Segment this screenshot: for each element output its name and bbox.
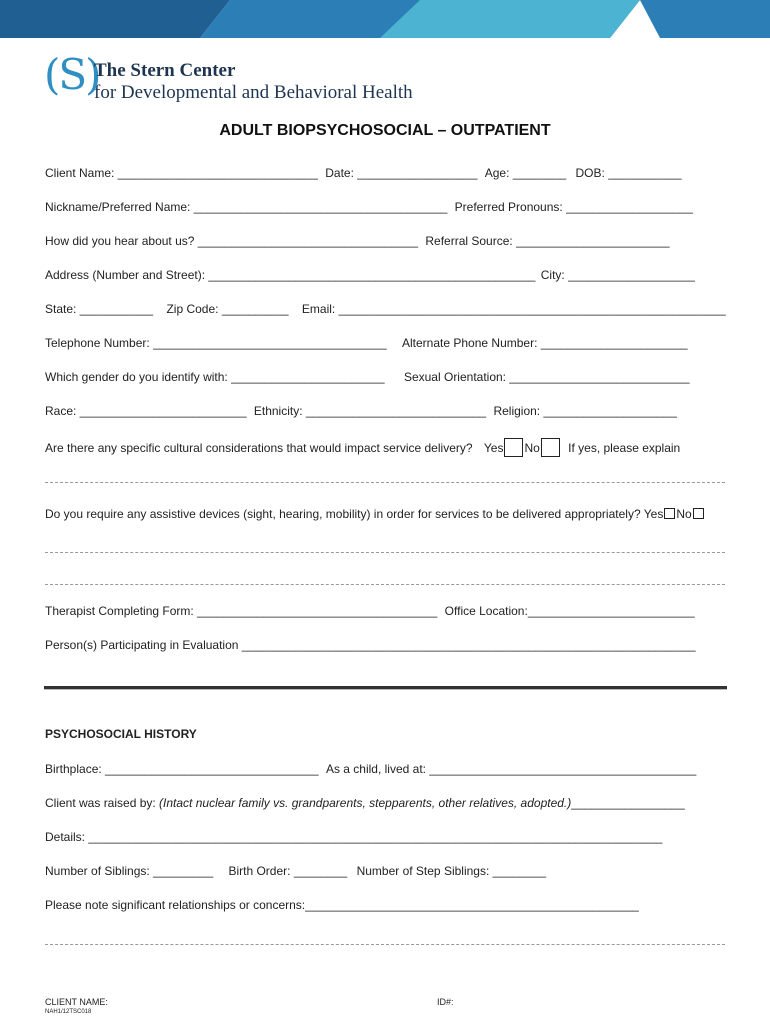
dob-field[interactable]: DOB: ___________	[575, 166, 682, 180]
row-gender	[45, 370, 690, 384]
if-yes-label: If yes, please explain	[568, 441, 681, 455]
row-phone	[45, 336, 688, 350]
row-race	[45, 404, 677, 418]
row-state	[45, 302, 726, 316]
siblings-field[interactable]: Number of Siblings: _________	[45, 864, 214, 878]
cultural-explain-line[interactable]	[45, 482, 725, 483]
date-field[interactable]: Date: __________________	[325, 166, 478, 180]
birthplace-field[interactable]: Birthplace: ________________________________	[45, 762, 319, 776]
persons-participating-field[interactable]: Person(s) Participating in Evaluation ____________________________________________________________________	[45, 638, 696, 652]
psychosocial-history-heading: PSYCHOSOCIAL HISTORY	[45, 727, 197, 741]
row-details	[45, 830, 662, 844]
raised-by-field[interactable]: _________________	[571, 796, 685, 810]
email-field[interactable]: Email: __________________________________________________________	[301, 302, 726, 316]
client-name-field[interactable]: Client Name: ______________________________	[45, 166, 318, 180]
alt-phone-field[interactable]: Alternate Phone Number: ______________________	[402, 336, 688, 350]
assistive-no-checkbox[interactable]	[693, 508, 704, 519]
address-field[interactable]: Address (Number and Street): _________________________________________________	[45, 268, 536, 282]
zip-field[interactable]: Zip Code: __________	[166, 302, 289, 316]
details-field[interactable]: Details: ______________________________________________________________________________________	[45, 830, 663, 844]
cultural-question: Are there any specific cultural considerations that would impact service delivery?	[45, 441, 473, 455]
assistive-explain-line-2[interactable]	[45, 584, 725, 585]
race-field[interactable]: Race: _________________________	[45, 404, 247, 418]
row-persons	[45, 638, 696, 652]
birth-order-field[interactable]: Birth Order: ________	[228, 864, 348, 878]
form-title: ADULT BIOPSYCHOSOCIAL – OUTPATIENT	[219, 122, 551, 139]
row-cultural	[45, 438, 680, 457]
footer-id: ID#:	[437, 997, 454, 1007]
age-field[interactable]: Age: ________	[484, 166, 567, 180]
cultural-yes-label: Yes	[483, 441, 504, 455]
header-banner	[0, 0, 770, 38]
pronouns-field[interactable]: Preferred Pronouns: ___________________	[454, 200, 693, 214]
relationships-line[interactable]	[45, 944, 725, 945]
row-siblings	[45, 864, 546, 878]
row-assistive	[45, 507, 705, 521]
assistive-explain-line-1[interactable]	[45, 552, 725, 553]
lived-at-field[interactable]: As a child, lived at: ________________________________________	[325, 762, 697, 776]
assistive-yes-checkbox[interactable]	[664, 508, 675, 519]
logo-mark: (S)	[44, 50, 100, 99]
telephone-field[interactable]: Telephone Number: ___________________________________	[45, 336, 387, 350]
religion-field[interactable]: Religion: ____________________	[493, 404, 677, 418]
row-therapist	[45, 604, 695, 618]
step-siblings-field[interactable]: Number of Step Siblings: ________	[356, 864, 547, 878]
row-raised-by	[45, 796, 685, 810]
gender-field[interactable]: Which gender do you identify with: _______________________	[45, 370, 385, 384]
assistive-question: Do you require any assistive devices (sight, hearing, mobility) in order for services to be delivered appropriately?	[45, 507, 641, 521]
row-referral	[45, 234, 670, 248]
office-location-field[interactable]: Office Location:_________________________	[444, 604, 695, 618]
footer-code: NAH1/12TSC018	[45, 1009, 92, 1015]
referral-source-field[interactable]: Referral Source: _______________________	[425, 234, 670, 248]
row-address	[45, 268, 695, 282]
org-subtitle: for Developmental and Behavioral Health	[94, 82, 413, 103]
cultural-yes-checkbox[interactable]	[504, 438, 523, 457]
hear-about-field[interactable]: How did you hear about us? _________________________________	[45, 234, 419, 248]
row-relationships	[45, 898, 639, 912]
ethnicity-field[interactable]: Ethnicity: ___________________________	[253, 404, 487, 418]
org-logo	[44, 50, 413, 108]
org-name: The Stern Center	[94, 60, 236, 81]
assistive-yes-label: Yes	[643, 507, 664, 521]
state-field[interactable]: State: ___________	[45, 302, 154, 316]
orientation-field[interactable]: Sexual Orientation: ___________________________	[403, 370, 690, 384]
footer-client-name: CLIENT NAME:	[45, 997, 108, 1007]
assistive-no-label: No	[676, 507, 692, 521]
cultural-no-label: No	[524, 441, 540, 455]
nickname-field[interactable]: Nickname/Preferred Name: ______________________________________	[45, 200, 448, 214]
city-field[interactable]: City: ___________________	[540, 268, 695, 282]
relationships-field[interactable]: Please note significant relationships or concerns:__________________________________________________	[45, 898, 639, 912]
row-client	[45, 166, 682, 180]
raised-by-label: Client was raised by:	[45, 796, 160, 810]
row-birthplace	[45, 762, 696, 776]
therapist-field[interactable]: Therapist Completing Form: ____________________________________	[45, 604, 438, 618]
raised-by-options: (Intact nuclear family vs. grandparents, stepparents, other relatives, adopted.)	[159, 796, 572, 810]
row-nickname	[45, 200, 693, 214]
section-divider	[44, 686, 727, 689]
cultural-no-checkbox[interactable]	[541, 438, 560, 457]
